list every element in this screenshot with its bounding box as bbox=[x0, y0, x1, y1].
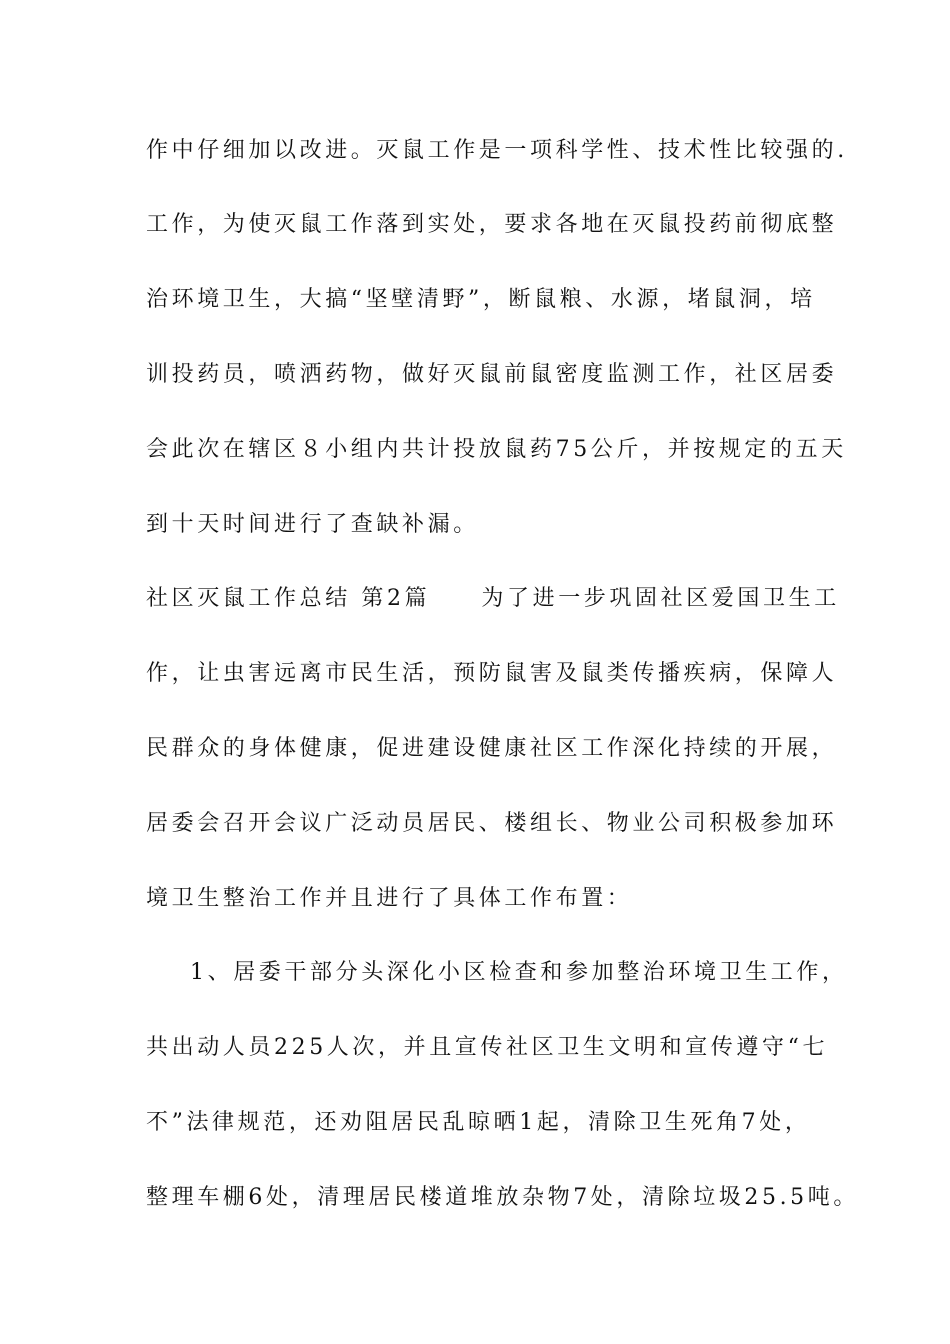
text-line: 共出动人员225人次，并且宣传社区卫生文明和宣传遵守“七 bbox=[146, 1035, 829, 1060]
text-line: 不”法律规范，还劝阻居民乱晾晒1起，清除卫生死角7处， bbox=[146, 1110, 811, 1135]
text-line: 到十天时间进行了查缺补漏。 bbox=[146, 512, 479, 537]
text-line: 民群众的身体健康，促进建设健康社区工作深化持续的开展， bbox=[146, 736, 838, 761]
text-line: 工作，为使灭鼠工作落到实处，要求各地在灭鼠投药前彻底整 bbox=[146, 212, 838, 237]
text-line: 作，让虫害远离市民生活，预防鼠害及鼠类传播疾病，保障人 bbox=[146, 661, 838, 686]
section-heading-line: 社区灭鼠工作总结 第2篇 为了进一步巩固社区爱国卫生工 bbox=[146, 586, 840, 611]
text-line: 作中仔细加以改进。灭鼠工作是一项科学性、技术性比较强的. bbox=[146, 138, 848, 163]
list-item-line: 1、居委干部分头深化小区检查和参加整治环境卫生工作， bbox=[190, 960, 848, 985]
text-line: 训投药员，喷洒药物，做好灭鼠前鼠密度监测工作，社区居委 bbox=[146, 362, 838, 387]
text-line: 居委会召开会议广泛动员居民、楼组长、物业公司积极参加环 bbox=[146, 811, 838, 836]
text-line: 境卫生整治工作并且进行了具体工作布置： bbox=[146, 886, 633, 911]
text-line: 会此次在辖区８小组内共计投放鼠药75公斤，并按规定的五天 bbox=[146, 437, 847, 462]
text-line: 整理车棚6处，清理居民楼道堆放杂物7处，清除垃圾25.5吨。 bbox=[146, 1185, 859, 1210]
text-line: 治环境卫生，大搞“坚壁清野”，断鼠粮、水源，堵鼠洞，培 bbox=[146, 287, 816, 312]
